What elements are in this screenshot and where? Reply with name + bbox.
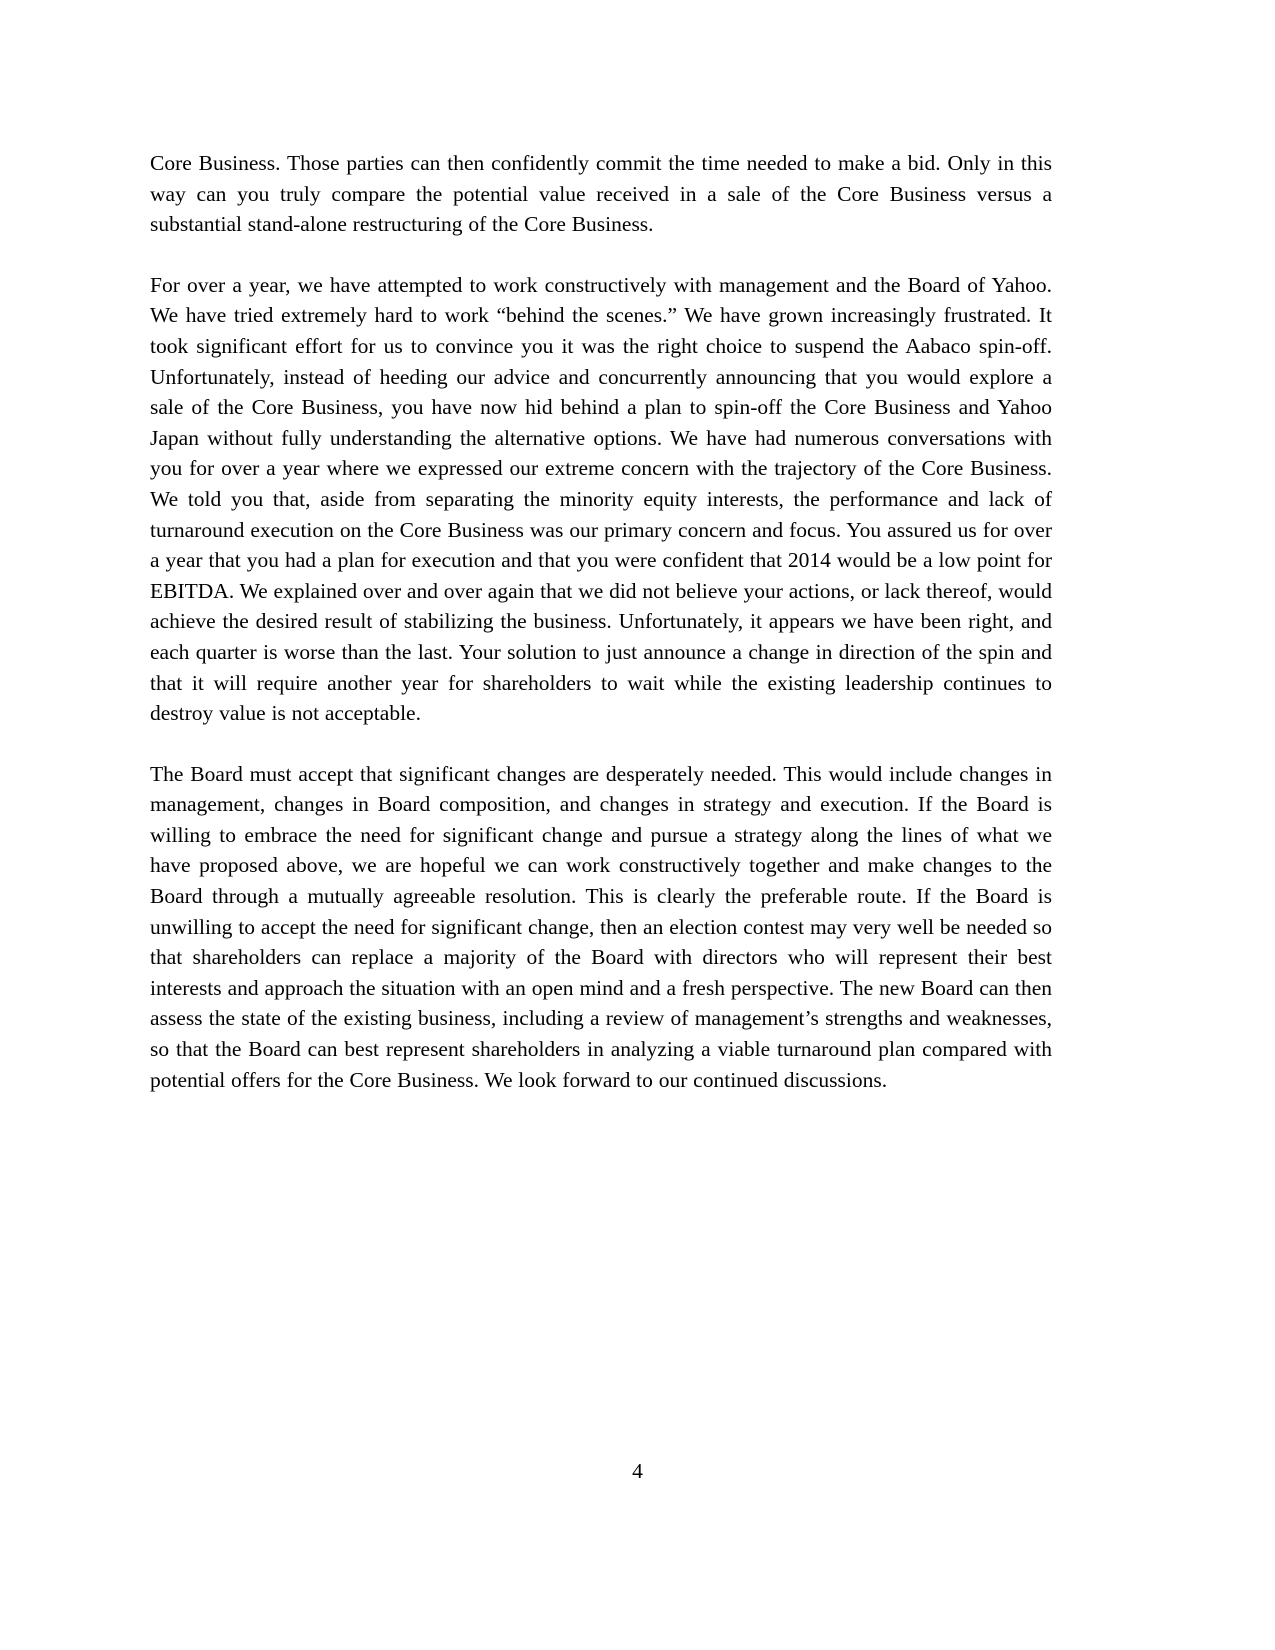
page-number: 4 bbox=[632, 1459, 643, 1483]
paragraph-3: The Board must accept that significant changes are desperately needed. This would include changes in management, changes in Board composition, and changes in strategy and execution. If the Board is willing to embrace the need for significant change and pursue a strategy along the lines of what we have proposed above, we are hopeful we can work constructively together and make changes to the Board through a mutually agreeable resolution. This is clearly the preferable route. If the Board is unwilling to accept the need for significant change, then an election contest may very well be needed so that shareholders can replace a majority of the Board with directors who will represent their best interests and approach the situation with an open mind and a fresh perspective. The new Board can then assess the state of the existing business, including a review of management’s strengths and weaknesses, so that the Board can best represent shareholders in analyzing a viable turnaround plan compared with potential offers for the Core Business. We look forward to our continued discussions. bbox=[150, 761, 1052, 1092]
paragraph-1: Core Business. Those parties can then confidently commit the time needed to make a bid. Only in this way can you truly compare the potential value received in a sale of the Core Business versus a substantial stand-alone restructuring of the Core Business. bbox=[150, 151, 1052, 237]
document-body bbox=[150, 148, 1052, 1095]
paragraph-2: For over a year, we have attempted to work constructively with management and the Board of Yahoo. We have tried extremely hard to work “behind the scenes.” We have grown increasingly frustrated. It took significant effort for us to convince you it was the right choice to suspend the Aabaco spin-off. Unfortunately, instead of heeding our advice and concurrently announcing that you would explore a sale of the Core Business, you have now hid behind a plan to spin-off the Core Business and Yahoo Japan without fully understanding the alternative options. We have had numerous conversations with you for over a year where we expressed our extreme concern with the trajectory of the Core Business. We told you that, aside from separating the minority equity interests, the performance and lack of turnaround execution on the Core Business was our primary concern and focus. You assured us for over a year that you had a plan for execution and that you were confident that 2014 would be a low point for EBITDA. We explained over and over again that we did not believe your actions, or lack thereof, would achieve the desired result of stabilizing the business. Unfortunately, it appears we have been right, and each quarter is worse than the last. Your solution to just announce a change in direction of the spin and that it will require another year for shareholders to wait while the existing leadership continues to destroy value is not acceptable. bbox=[150, 272, 1052, 726]
